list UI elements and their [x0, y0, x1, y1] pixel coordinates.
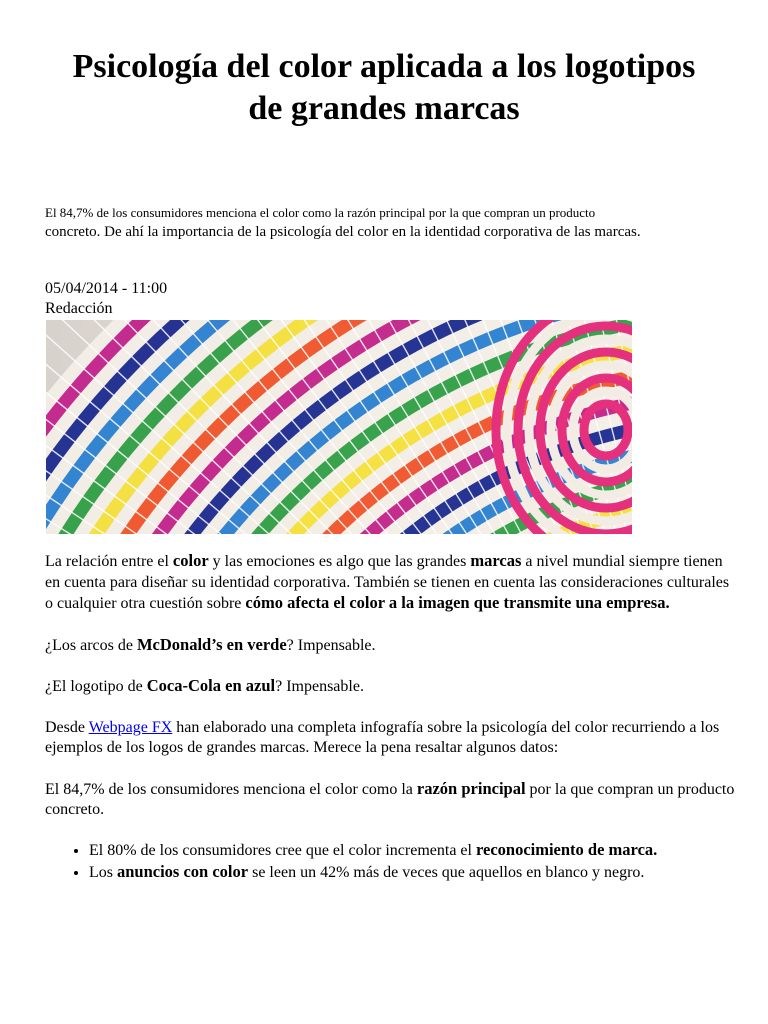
hero-image [46, 320, 632, 534]
text-run: por la que compran un producto concreto. [45, 780, 735, 818]
text-run: ? Impensable. [275, 678, 364, 695]
bold-run: reconocimiento de marca. [475, 839, 658, 859]
text-run: Los [89, 863, 117, 881]
bold-run: Coca-Cola en azul [146, 676, 276, 695]
article-author: Redacción [45, 300, 113, 317]
text-run: han elaborado una completa infografía sobre la psicología del color recurriendo a los ejemplos de los logos de grandes marcas. Merece la pena resaltar algunos datos: [45, 718, 720, 756]
title-line-1: Psicología del color aplicada a los logotipos [72, 48, 696, 85]
text-run: Desde [45, 718, 89, 736]
article-meta [45, 279, 167, 319]
paragraph-webpagefx [45, 718, 735, 759]
article-date: 05/04/2014 - 11:00 [45, 280, 168, 297]
bold-run: anuncios con color [117, 861, 249, 881]
webpage-fx-link[interactable]: Webpage FX [88, 718, 173, 736]
bold-run: McDonald’s en verde [136, 634, 287, 654]
text-run: y las emociones es algo que las grandes [208, 553, 471, 570]
article-body [45, 551, 735, 883]
text-run: El 80% de los consumidores cree que el color incrementa el [89, 841, 476, 859]
paragraph-color-emotions [45, 551, 735, 615]
text-run: ¿El logotipo de [45, 678, 147, 695]
text-run: El 84,7% de los consumidores menciona el color como la [45, 780, 417, 798]
text-run: ? Impensable. [286, 636, 376, 654]
bold-run: cómo afecta el color a la imagen que transmite una empresa. [245, 593, 670, 612]
paragraph-mcdonalds [45, 635, 735, 657]
text-run: La relación entre el [45, 553, 173, 570]
text-run: se leen un 42% más de veces que aquellos en blanco y negro. [248, 863, 645, 881]
paragraph-cocacola [45, 676, 735, 698]
paragraph-statistic [45, 779, 735, 821]
color-swatch-fan-icon [46, 320, 632, 534]
list-item [89, 861, 735, 883]
text-run: ¿Los arcos de [45, 636, 137, 654]
list-item [89, 839, 735, 861]
bold-run: color [172, 551, 209, 570]
article-intro [45, 203, 725, 242]
article-title [40, 46, 728, 130]
intro-rest: concreto. De ahí la importancia de la psicología del color en la identidad corporativa de las marcas. [45, 224, 641, 240]
bold-run: marcas [470, 551, 522, 570]
intro-first-line: El 84,7% de los consumidores menciona el color como la razón principal por la que compran un producto [45, 205, 596, 220]
bold-run: razón principal [416, 778, 526, 798]
facts-list [45, 839, 735, 883]
title-line-2: de grandes marcas [248, 90, 520, 127]
text-run: a nivel mundial siempre tienen en cuenta para diseñar su identidad corporativa. También se tienen en cuenta las consideraciones culturales o cualquier otra cuestión sobre [45, 553, 730, 612]
